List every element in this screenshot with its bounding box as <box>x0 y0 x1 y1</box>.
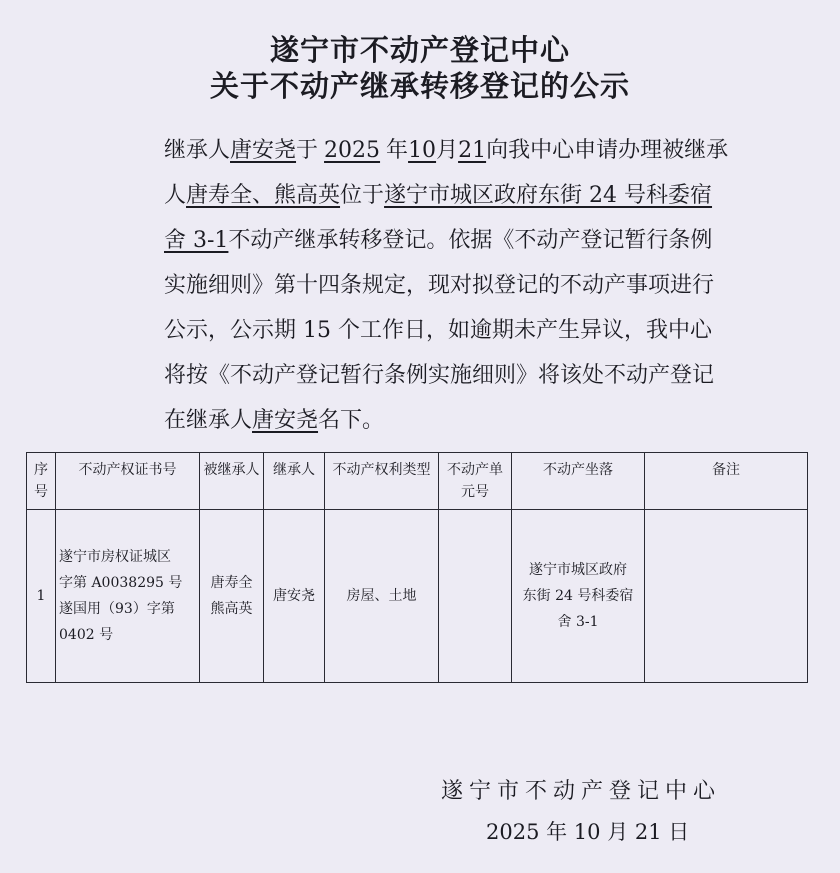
property-location: 遂宁市城区政府东街 24 号科委宿舍 3-1 <box>164 183 713 253</box>
text-segment: 不动产继承转移登记。依据《不动产登记暂行条例实施细则》第十四条规定，现对拟登记的不动产事项进行公示，公示期 15 个工作日，如逾期未产生异议，我中心将按《不动产登记暂行条例实施细则》将该处不动产登记在继承人 <box>164 228 715 433</box>
table-header-row <box>27 453 808 510</box>
heir-name: 唐安尧 <box>230 138 297 163</box>
text-segment: 继承人 <box>164 138 231 163</box>
registration-table <box>26 452 808 683</box>
header-cert-no: 不动产权证书号 <box>56 453 200 510</box>
notice-paragraph <box>120 128 730 443</box>
issuer-signature: 遂宁市不动产登记中心 <box>441 779 722 804</box>
location-line: 东街 24 号科委宿 <box>522 588 634 604</box>
text-segment: 月 <box>436 138 459 163</box>
header-unit-no: 不动产单元号 <box>439 453 512 510</box>
cert-line: 字第 A0038295 号 <box>59 575 183 591</box>
cert-line: 遂国用（93）字第 <box>59 601 175 617</box>
page-title: 遂宁市不动产登记中心 <box>269 33 570 67</box>
header-right-type: 不动产权利类型 <box>325 453 439 510</box>
cell-heir: 唐安尧 <box>264 510 325 683</box>
header-index: 序号 <box>27 453 56 510</box>
decedent-names: 唐寿全、熊高英 <box>186 183 341 208</box>
text-segment: 向我中心申请办理被继承人 <box>164 138 729 208</box>
table-row <box>27 510 808 683</box>
issue-date: 2025 年 10 月 21 日 <box>486 820 690 844</box>
decedent-line: 唐寿全 <box>210 575 253 591</box>
page-subtitle: 关于不动产继承转移登记的公示 <box>209 69 630 103</box>
header-heir: 继承人 <box>264 453 325 510</box>
header-location: 不动产坐落 <box>512 453 645 510</box>
text-segment: 于 <box>296 138 319 163</box>
cell-cert-no <box>56 510 200 683</box>
apply-day: 21 <box>458 138 487 163</box>
text-segment: 名下。 <box>318 408 385 433</box>
cell-unit-no <box>439 510 512 683</box>
cell-decedent <box>200 510 264 683</box>
cell-remark <box>645 510 808 683</box>
location-line: 遂宁市城区政府 <box>529 562 627 578</box>
text-segment: 位于 <box>340 183 385 208</box>
text-segment: 年 <box>386 138 409 163</box>
apply-month: 10 <box>408 138 437 163</box>
cell-location <box>512 510 645 683</box>
heir-name-repeat: 唐安尧 <box>252 408 319 433</box>
decedent-line: 熊高英 <box>210 601 253 617</box>
location-line: 舍 3-1 <box>557 614 599 630</box>
apply-year: 2025 <box>324 138 381 163</box>
cell-right-type: 房屋、土地 <box>325 510 439 683</box>
notice-body <box>120 128 730 443</box>
cert-line: 0402 号 <box>59 627 114 643</box>
header-remark: 备注 <box>645 453 808 510</box>
header-decedent: 被继承人 <box>200 453 264 510</box>
cert-line: 遂宁市房权证城区 <box>59 549 171 565</box>
cell-index: 1 <box>27 510 56 683</box>
